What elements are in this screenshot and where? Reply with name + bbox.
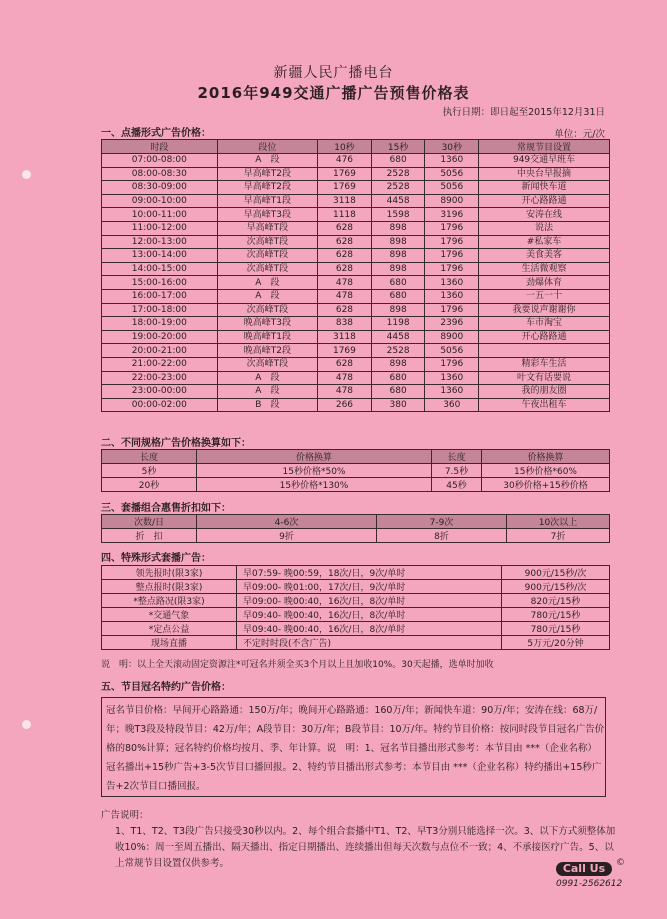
table-cell: 898 — [371, 262, 425, 276]
table-row — [102, 221, 610, 235]
column-header: 价格换算 — [482, 450, 610, 464]
unit-label: 单位：元/次 — [554, 129, 605, 140]
punch-hole — [22, 170, 31, 179]
table-cell: 早09:00- 晚00:40，16次/日，8次/单时 — [237, 594, 502, 608]
table-cell: 7折 — [507, 529, 610, 543]
table-cell: 叶文有话要说 — [479, 371, 610, 385]
table-cell: 680 — [371, 276, 425, 290]
table-cell: 20:00-21:00 — [102, 344, 218, 358]
table-cell: 628 — [318, 235, 372, 249]
special-package-table — [101, 565, 610, 650]
table-cell: 精彩车生活 — [479, 357, 610, 371]
table-cell: 1796 — [425, 249, 479, 263]
ad-notes-title: 广告说明： — [101, 810, 149, 821]
table-cell: 898 — [371, 303, 425, 317]
table-cell: 次高峰T段 — [217, 357, 317, 371]
table-row — [102, 580, 610, 594]
table-cell: 08:00-08:30 — [102, 167, 218, 181]
table-cell: 9折 — [197, 529, 377, 543]
table-cell: 1118 — [318, 208, 372, 222]
table-cell: 1796 — [425, 221, 479, 235]
table-cell: 45秒 — [432, 478, 482, 492]
table-cell: 5056 — [425, 344, 479, 358]
table-cell: 1360 — [425, 276, 479, 290]
table-row — [102, 194, 610, 208]
table-cell: A 段 — [217, 385, 317, 399]
table-cell: 780元/15秒 — [502, 608, 610, 622]
table-cell: 15秒价格*50% — [197, 464, 432, 478]
table-cell: 478 — [318, 276, 372, 290]
table-cell: 早09:40- 晚00:40，16次/日，8次/单时 — [237, 622, 502, 636]
table-row — [102, 167, 610, 181]
table-cell: B 段 — [217, 398, 317, 412]
table-cell: 17:00-18:00 — [102, 303, 218, 317]
table-cell: 15秒价格*130% — [197, 478, 432, 492]
table-cell: 1198 — [371, 317, 425, 331]
call-us-badge: Call Us — [556, 862, 612, 876]
discount-table — [101, 514, 610, 543]
table-row — [102, 289, 610, 303]
org-name: 新疆人民广播电台 — [273, 65, 394, 81]
table-row — [102, 636, 610, 650]
table-cell: 5056 — [425, 167, 479, 181]
column-header: 长度 — [102, 450, 197, 464]
table-cell: 360 — [425, 398, 479, 412]
column-header: 4-6次 — [197, 515, 377, 529]
column-header: 10次以上 — [507, 515, 610, 529]
table-cell: 早高峰T1段 — [217, 194, 317, 208]
table-cell: 949交通早班车 — [479, 154, 610, 168]
table-row — [102, 330, 610, 344]
table-cell: 900元/15秒/次 — [502, 580, 610, 594]
table-cell: A 段 — [217, 154, 317, 168]
column-header: 价格换算 — [197, 450, 432, 464]
table-cell: 22:00-23:00 — [102, 371, 218, 385]
table-cell: 680 — [371, 385, 425, 399]
table-row — [102, 249, 610, 263]
table-cell: A 段 — [217, 276, 317, 290]
table-cell: #私家车 — [479, 235, 610, 249]
table-cell: 1769 — [318, 167, 372, 181]
table-cell: 早07:59- 晚00:59，18次/日，9次/单时 — [237, 566, 502, 580]
table-row — [102, 276, 610, 290]
table-cell: 车市淘宝 — [479, 317, 610, 331]
section3-title: 三、套播组合惠售折扣如下： — [101, 503, 231, 514]
ad-notes-body: 1、T1、T2、T3段广告只接受30秒以内。2、每个组合套播中T1、T2、早T3分别只能选择一次。3、以下方式须整体加收10%：周一至周五播出、隔天播出、指定日期播出、连续播出但每天次数与点位不一致；4、不承接医疗广告。5、以上常规节目设置仅供参考。 — [115, 826, 616, 869]
table-cell: 900元/15秒/次 — [502, 566, 610, 580]
page-title: 2016年949交通广播广告预售价格表 — [197, 84, 470, 102]
table-cell: 整点报时(限3家) — [102, 580, 237, 594]
column-header: 7-9次 — [377, 515, 507, 529]
section4-note: 说 明：以上全天滚动固定资源注*可冠名并须全买3个月以上且加收10%。30天起播，选单时加收 — [101, 660, 494, 670]
table-cell: 266 — [318, 398, 372, 412]
table-cell: 中央台早报摘 — [479, 167, 610, 181]
table-cell: *整点路况(限3家) — [102, 594, 237, 608]
table-cell: 早高峰T段 — [217, 221, 317, 235]
table-cell: 00:00-02:00 — [102, 398, 218, 412]
table-row — [102, 181, 610, 195]
table-cell: 07:00-08:00 — [102, 154, 218, 168]
table-cell: 380 — [371, 398, 425, 412]
table-cell: 我要说声谢谢你 — [479, 303, 610, 317]
table-row — [102, 622, 610, 636]
table-cell: 898 — [371, 249, 425, 263]
table-cell: 美食美客 — [479, 249, 610, 263]
table-row — [102, 608, 610, 622]
table-cell: 1796 — [425, 262, 479, 276]
table-cell: 开心路路通 — [479, 194, 610, 208]
table-cell: 次高峰T段 — [217, 249, 317, 263]
table-cell: 15秒价格*60% — [482, 464, 610, 478]
table-cell: 说法 — [479, 221, 610, 235]
table-cell: 11:00-12:00 — [102, 221, 218, 235]
table-row — [102, 464, 610, 478]
section5-title: 五、节目冠名特约广告价格： — [101, 682, 231, 693]
table-cell: 1769 — [318, 344, 372, 358]
table-cell: 21:00-22:00 — [102, 357, 218, 371]
punch-hole — [22, 720, 31, 729]
table-row — [102, 262, 610, 276]
table-cell: 生活微观察 — [479, 262, 610, 276]
table-cell: 08:30-09:00 — [102, 181, 218, 195]
table-cell: 早高峰T2段 — [217, 167, 317, 181]
section4-title: 四、特殊形式套播广告： — [101, 553, 211, 564]
table-row — [102, 344, 610, 358]
table-cell: 18:00-19:00 — [102, 317, 218, 331]
column-header: 次数/日 — [102, 515, 197, 529]
table-cell: *交通气象 — [102, 608, 237, 622]
table-cell: 12:00-13:00 — [102, 235, 218, 249]
table-row — [102, 208, 610, 222]
column-header: 30秒 — [425, 140, 479, 154]
table-cell: 628 — [318, 221, 372, 235]
table-row — [102, 594, 610, 608]
table-cell: 1360 — [425, 154, 479, 168]
table-cell: *定点公益 — [102, 622, 237, 636]
table-cell: 早09:40- 晚00:40，16次/日，8次/单时 — [237, 608, 502, 622]
table-cell — [479, 344, 610, 358]
table-cell: 不定时时段(不含广告) — [237, 636, 502, 650]
table-row — [102, 385, 610, 399]
table-cell: 晚高峰T2段 — [217, 344, 317, 358]
table-cell: 680 — [371, 154, 425, 168]
table-cell: 838 — [318, 317, 372, 331]
column-header: 时段 — [102, 140, 218, 154]
table-cell: 478 — [318, 371, 372, 385]
table-cell: 领先报时(限3家) — [102, 566, 237, 580]
table-cell: 898 — [371, 235, 425, 249]
column-header: 常规节目设置 — [479, 140, 610, 154]
copyright-icon: © — [616, 858, 625, 868]
table-cell: 20秒 — [102, 478, 197, 492]
table-cell: 780元/15秒 — [502, 622, 610, 636]
table-cell: 5秒 — [102, 464, 197, 478]
table-cell: 4458 — [371, 330, 425, 344]
table-cell: 次高峰T段 — [217, 262, 317, 276]
table-cell: 5万元/20分钟 — [502, 636, 610, 650]
table-cell: 15:00-16:00 — [102, 276, 218, 290]
table-cell: 1360 — [425, 385, 479, 399]
column-header: 10秒 — [318, 140, 372, 154]
table-cell: 1360 — [425, 371, 479, 385]
table-cell: 1796 — [425, 235, 479, 249]
table-cell: A 段 — [217, 289, 317, 303]
table-cell: 我的朋友圈 — [479, 385, 610, 399]
column-header: 段位 — [217, 140, 317, 154]
table-cell: 10:00-11:00 — [102, 208, 218, 222]
spot-price-table — [101, 139, 610, 412]
table-cell: 898 — [371, 221, 425, 235]
table-cell: 一五一十 — [479, 289, 610, 303]
table-cell: 次高峰T段 — [217, 303, 317, 317]
table-cell: 8折 — [377, 529, 507, 543]
table-cell: 现场直播 — [102, 636, 237, 650]
ad-notes — [101, 808, 621, 872]
table-cell: 13:00-14:00 — [102, 249, 218, 263]
table-cell: 开心路路通 — [479, 330, 610, 344]
table-cell: 19:00-20:00 — [102, 330, 218, 344]
table-cell: 8900 — [425, 194, 479, 208]
table-cell: 3196 — [425, 208, 479, 222]
table-cell: 16:00-17:00 — [102, 289, 218, 303]
table-cell: 898 — [371, 357, 425, 371]
table-cell: 478 — [318, 385, 372, 399]
conversion-table — [101, 449, 610, 492]
section2-title: 二、不同规格广告价格换算如下： — [101, 438, 251, 449]
table-cell: 晚高峰T3段 — [217, 317, 317, 331]
table-row — [102, 235, 610, 249]
table-cell: 30秒价格+15秒价格 — [482, 478, 610, 492]
table-row — [102, 371, 610, 385]
table-cell: 680 — [371, 371, 425, 385]
table-cell: 478 — [318, 289, 372, 303]
table-cell: 早高峰T3段 — [217, 208, 317, 222]
table-row — [102, 317, 610, 331]
column-header: 长度 — [432, 450, 482, 464]
table-row — [102, 357, 610, 371]
table-cell: 午夜出租车 — [479, 398, 610, 412]
table-cell: 1769 — [318, 181, 372, 195]
table-cell: 680 — [371, 289, 425, 303]
table-cell: 23:00-00:00 — [102, 385, 218, 399]
table-cell: 09:00-10:00 — [102, 194, 218, 208]
table-cell: 14:00-15:00 — [102, 262, 218, 276]
table-row — [102, 566, 610, 580]
table-cell: 次高峰T段 — [217, 235, 317, 249]
table-cell: 安涛在线 — [479, 208, 610, 222]
table-cell: 1796 — [425, 303, 479, 317]
table-cell: 4458 — [371, 194, 425, 208]
table-cell: 新闻快车道 — [479, 181, 610, 195]
table-cell: 628 — [318, 249, 372, 263]
table-cell: 3118 — [318, 194, 372, 208]
table-cell: A 段 — [217, 371, 317, 385]
table-cell: 2528 — [371, 181, 425, 195]
table-cell: 1796 — [425, 357, 479, 371]
table-cell: 2528 — [371, 167, 425, 181]
table-cell: 5056 — [425, 181, 479, 195]
table-cell: 820元/15秒 — [502, 594, 610, 608]
section1-title: 一、点播形式广告价格： — [101, 128, 211, 139]
table-cell: 2528 — [371, 344, 425, 358]
table-cell: 劲爆体育 — [479, 276, 610, 290]
table-row — [102, 478, 610, 492]
table-row — [102, 303, 610, 317]
table-cell: 早09:00- 晚01:00，17次/日，9次/单时 — [237, 580, 502, 594]
table-cell: 476 — [318, 154, 372, 168]
phone-number: 0991-2562612 — [556, 879, 623, 889]
table-cell: 晚高峰T1段 — [217, 330, 317, 344]
exec-date: 执行日期：即日起至2015年12月31日 — [442, 107, 605, 118]
table-cell: 628 — [318, 262, 372, 276]
table-cell: 1360 — [425, 289, 479, 303]
table-cell: 2396 — [425, 317, 479, 331]
table-cell: 8900 — [425, 330, 479, 344]
table-cell: 3118 — [318, 330, 372, 344]
column-header: 15秒 — [371, 140, 425, 154]
table-cell: 628 — [318, 303, 372, 317]
table-row — [102, 398, 610, 412]
table-row — [102, 154, 610, 168]
table-cell: 628 — [318, 357, 372, 371]
sponsorship-box: 冠名节目价格：早间开心路路通：150万/年；晚间开心路路通：160万/年；新闻快车道：90万/年；安涛在线：68万/年；晚T3段及特段节目：42万/年；A段节目：30万/年；B段节目：10万/年。特约节目价格：按同时段节目冠名广告价格的80%计算；冠名特约价格均按月、季、年计算。说 明：1、冠名节目播出形式参考：本节目由 ***（企业名称）冠名播出+15秒广告+3-5次节目口播回报。2、特约节目播出形式参考：本节目由 ***（企业名称）特约播出+15秒广告+2次节目口播回报。 — [101, 697, 606, 797]
table-cell: 早高峰T2段 — [217, 181, 317, 195]
table-cell: 1598 — [371, 208, 425, 222]
table-cell: 折 扣 — [102, 529, 197, 543]
table-cell: 7.5秒 — [432, 464, 482, 478]
